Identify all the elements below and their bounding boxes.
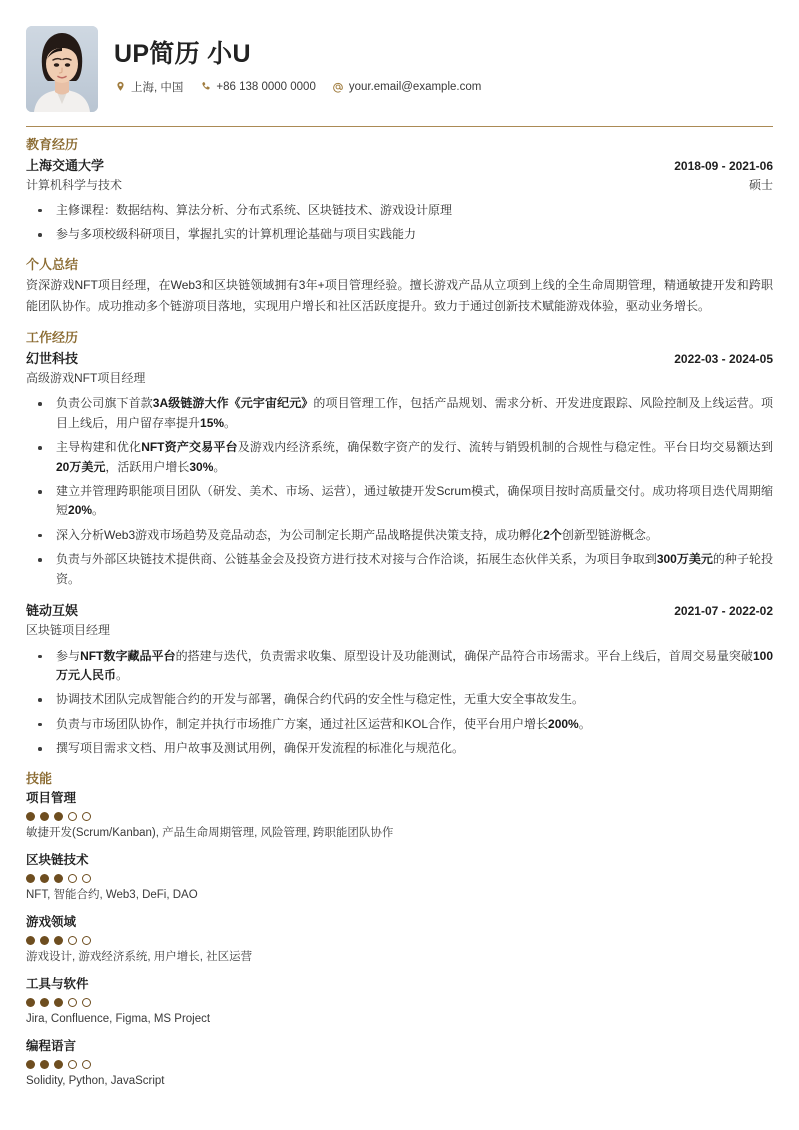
rating-dot-empty: [82, 936, 91, 945]
skill-block: [26, 851, 773, 904]
skill-block: [26, 1037, 773, 1090]
rating-dot-empty: [82, 874, 91, 883]
skill-name: 项目管理: [26, 791, 77, 806]
rating-dot-filled: [40, 936, 49, 945]
rating-dot-filled: [26, 936, 35, 945]
work-bullets: [26, 394, 773, 589]
rating-dot-filled: [26, 812, 35, 821]
skill-rating: [26, 936, 773, 945]
skill-detail: 游戏设计, 游戏经济系统, 用户增长, 社区运营: [26, 950, 253, 963]
work-entry: [26, 601, 773, 759]
work-entry-sub: [26, 621, 773, 640]
section-education: [26, 135, 773, 245]
list-item: 负责与外部区块链技术提供商、公链基金会及投资方进行技术对接与合作洽谈，拓展生态伙伴关系，为项目争取到300万美元的种子轮投资。: [26, 550, 773, 589]
profile-photo: [26, 26, 98, 112]
summary-paragraph: 资深游戏NFT项目经理，在Web3和区块链领域拥有3年+项目管理经验。擅长游戏产品从立项到上线的全生命周期管理，精通敏捷开发和跨职能团队协作。成功推动多个链游项目落地，实现用户增长和社区活跃度提升。致力于通过创新技术赋能游戏体验，驱动业务增长。: [26, 278, 773, 313]
list-item: 负责与市场团队协作，制定并执行市场推广方案，通过社区运营和KOL合作，使平台用户增长200%。: [26, 715, 773, 734]
rating-dot-empty: [82, 1060, 91, 1069]
education-bullets: [26, 201, 773, 245]
contact-email: [332, 81, 481, 93]
skill-rating: [26, 812, 773, 821]
rating-dot-filled: [54, 936, 63, 945]
section-skills: [26, 769, 773, 1091]
rating-dot-filled: [54, 1060, 63, 1069]
list-item: 主导构建和优化NFT资产交易平台及游戏内经济系统，确保数字资产的发行、流转与销毁机制的合规性与稳定性。平台日均交易额达到20万美元，活跃用户增长30%。: [26, 438, 773, 477]
section-title-summary: 个人总结: [26, 256, 79, 272]
rating-dot-filled: [40, 998, 49, 1007]
resume-header: [26, 26, 773, 126]
location-pin-icon: [114, 81, 126, 93]
education-period: 2018-09 - 2021-06: [674, 158, 773, 173]
contact-email-text: your.email@example.com: [348, 80, 482, 93]
school-name: 上海交通大学: [26, 157, 105, 173]
skill-name: 编程语言: [26, 1039, 77, 1054]
rating-dot-filled: [26, 1060, 35, 1069]
candidate-name: UP简历 小U: [114, 40, 251, 68]
skill-rating: [26, 874, 773, 883]
skill-name: 工具与软件: [26, 977, 89, 992]
work-entry-sub: [26, 369, 773, 388]
rating-dot-filled: [26, 998, 35, 1007]
work-period: 2022-03 - 2024-05: [674, 351, 773, 366]
phone-icon: [199, 81, 211, 93]
list-item: 参与NFT数字藏品平台的搭建与迭代，负责需求收集、原型设计及功能测试，确保产品符合市场需求。平台上线后，首周交易量突破100万元人民币。: [26, 647, 773, 686]
section-title-education: 教育经历: [26, 137, 79, 152]
skill-rating: [26, 998, 773, 1007]
skill-block: [26, 975, 773, 1028]
rating-dot-empty: [68, 874, 77, 883]
work-entry-top: [26, 601, 773, 621]
list-item: 协调技术团队完成智能合约的开发与部署，确保合约代码的安全性与稳定性，无重大安全事故发生。: [26, 690, 773, 709]
list-item: 建立并管理跨职能项目团队（研发、美术、市场、运营），通过敏捷开发Scrum模式，确保项目按时高质量交付。成功将项目迭代周期缩短20%。: [26, 482, 773, 521]
skill-detail: Jira, Confluence, Figma, MS Project: [26, 1012, 211, 1025]
section-divider-education: [26, 126, 773, 127]
contact-row: [114, 79, 481, 95]
section-summary: [26, 255, 773, 317]
work-period: 2021-07 - 2022-02: [674, 604, 773, 619]
list-item: 深入分析Web3游戏市场趋势及竞品动态，为公司制定长期产品战略提供决策支持，成功孵化2个创新型链游概念。: [26, 526, 773, 545]
list-item: 负责公司旗下首款3A级链游大作《元宇宙纪元》的项目管理工作，包括产品规划、需求分析、开发进度跟踪、风险控制及上线运营。项目上线后，用户留存率提升15%。: [26, 394, 773, 433]
contact-phone: [199, 81, 315, 93]
identity-block: [114, 26, 481, 95]
skill-detail: NFT, 智能合约, Web3, DeFi, DAO: [26, 888, 198, 901]
job-title: 高级游戏NFT项目经理: [26, 371, 146, 386]
rating-dot-filled: [54, 812, 63, 821]
rating-dot-empty: [82, 998, 91, 1007]
degree-label: 硕士: [748, 177, 773, 192]
email-at-icon: [332, 81, 344, 93]
rating-dot-filled: [54, 998, 63, 1007]
section-title-work: 工作经历: [26, 330, 79, 346]
contact-phone-text: +86 138 0000 0000: [216, 80, 316, 93]
skill-block: [26, 913, 773, 966]
company-name: 链动互娱: [26, 603, 79, 619]
rating-dot-filled: [40, 812, 49, 821]
list-item: 参与多项校级科研项目，掌握扎实的计算机理论基础与项目实践能力: [26, 225, 773, 244]
education-entry-top: [26, 156, 773, 176]
section-title-skills: 技能: [26, 770, 53, 786]
rating-dot-filled: [40, 1060, 49, 1069]
rating-dot-empty: [68, 812, 77, 821]
major-name: 计算机科学与技术: [26, 177, 123, 192]
job-title: 区块链项目经理: [26, 623, 111, 638]
rating-dot-filled: [40, 874, 49, 883]
rating-dot-empty: [68, 936, 77, 945]
skill-block: [26, 789, 773, 842]
skill-detail: Solidity, Python, JavaScript: [26, 1074, 165, 1087]
work-entry: [26, 349, 773, 589]
skill-name: 游戏领域: [26, 915, 77, 930]
rating-dot-filled: [26, 874, 35, 883]
rating-dot-empty: [68, 1060, 77, 1069]
skill-rating: [26, 1060, 773, 1069]
company-name: 幻世科技: [26, 350, 79, 366]
skill-name: 区块链技术: [26, 853, 89, 868]
rating-dot-empty: [68, 998, 77, 1007]
education-entry-sub: [26, 176, 773, 195]
list-item: 主修课程：数据结构、算法分析、分布式系统、区块链技术、游戏设计原理: [26, 201, 773, 220]
rating-dot-filled: [54, 874, 63, 883]
rating-dot-empty: [82, 812, 91, 821]
work-entry-top: [26, 349, 773, 369]
skills-list: [26, 789, 773, 1090]
section-work: [26, 328, 773, 758]
contact-location-text: 上海, 中国: [131, 81, 184, 94]
education-entry: [26, 156, 773, 245]
skill-detail: 敏捷开发(Scrum/Kanban), 产品生命周期管理, 风险管理, 跨职能团队协作: [26, 826, 394, 839]
list-item: 撰写项目需求文档、用户故事及测试用例，确保开发流程的标准化与规范化。: [26, 739, 773, 758]
contact-location: [114, 79, 183, 95]
work-bullets: [26, 647, 773, 759]
